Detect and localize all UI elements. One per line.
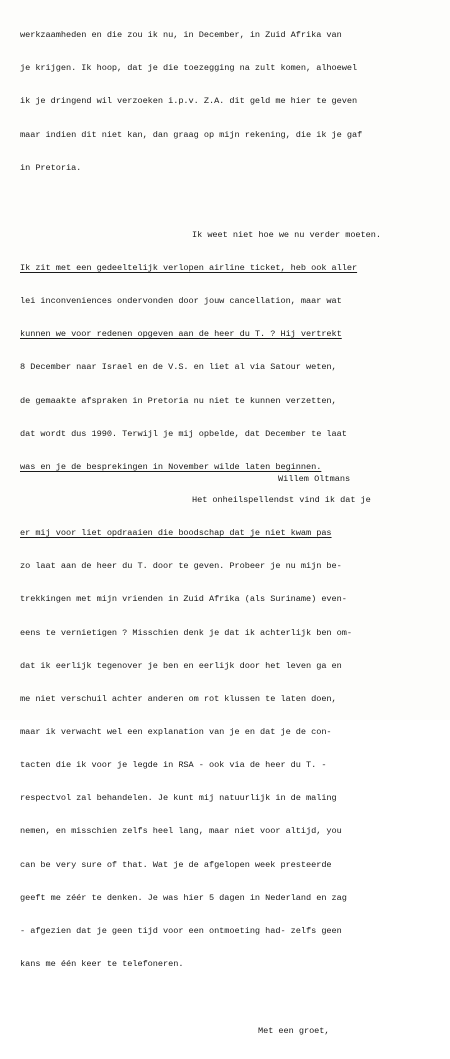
letter-line: kans me één keer te telefoneren. xyxy=(20,958,184,969)
letter-line: - afgezien dat je geen tijd voor een ontmoeting had- zelfs geen xyxy=(20,925,342,936)
letter-line: Ik weet niet hoe we nu verder moeten. xyxy=(192,229,381,240)
letter-line: Ik zit met een gedeeltelijk verlopen airline ticket, heb ook aller xyxy=(20,263,358,274)
letter-line: de gemaakte afspraken in Pretoria nu niet te kunnen verzetten, xyxy=(20,395,337,406)
letter-line: lei inconveniences ondervonden door jouw cancellation, maar wat xyxy=(20,296,342,307)
letter-line: trekkingen met mijn vrienden in Zuid Afrika (als Suriname) even- xyxy=(20,594,347,605)
letter-line: can be very sure of that. Wat je de afgelopen week presteerde xyxy=(20,859,332,870)
letter-line: 8 December naar Israel en de V.S. en liet al via Satour weten, xyxy=(20,362,337,373)
letter-line: eens te vernietigen ? Misschien denk je dat ik achterlijk ben om- xyxy=(20,627,352,638)
letter-line: maar ik verwacht wel een explanation van je en dat je de con- xyxy=(20,727,332,737)
letter-line: in Pretoria. xyxy=(20,162,82,173)
letter-line: tacten die ik voor je legde in RSA - ook via de heer du T. - xyxy=(20,760,327,771)
letter-line: dat ik eerlijk tegenover je ben en eerlijk door het leven ga en xyxy=(20,660,342,671)
letter-line: Het onheilspellendst vind ik dat je xyxy=(192,495,371,506)
letter-line: nemen, en misschien zelfs heel lang, maar niet voor altijd, you xyxy=(20,826,342,837)
letter-signature: Willem Oltmans xyxy=(278,474,351,484)
paragraph-gap xyxy=(20,196,446,208)
letter-line: je krijgen. Ik hoop, dat je die toezegging na zult komen, alhoewel xyxy=(20,63,358,74)
letter-line: werkzaamheden en die zou ik nu, in December, in Zuid Afrika van xyxy=(20,30,342,41)
letter-line: zo laat aan de heer du T. door te geven. Probeer je nu mijn be- xyxy=(20,561,342,572)
paragraph-gap xyxy=(20,992,446,1004)
letter-line: was en je de besprekingen in November wilde laten beginnen. xyxy=(20,461,322,472)
letter-closing: Met een groet, xyxy=(258,1026,330,1037)
letter-line: geeft me zéér te denken. Je was hier 5 dagen in Nederland en zag xyxy=(20,892,347,903)
letter-body xyxy=(20,8,446,1059)
letter-line: me niet verschuil achter anderen om rot klussen te laten doen, xyxy=(20,693,337,704)
letter-line: maar indien dit niet kan, dan graag op mijn rekening, die ik je gaf xyxy=(20,129,363,140)
letter-line: respectvol zal behandelen. Je kunt mij natuurlijk in de maling xyxy=(20,793,337,804)
letter-line: dat wordt dus 1990. Terwijl je mij opbelde, dat December te laat xyxy=(20,428,347,439)
letter-line: kunnen we voor redenen opgeven aan de heer du T. ? Hij vertrekt xyxy=(20,329,342,340)
letter-line: er mij voor liet opdraaien die boodschap dat je niet kwam pas xyxy=(20,528,332,539)
letter-line: ik je dringend wil verzoeken i.p.v. Z.A. dit geld me hier te geven xyxy=(20,96,358,107)
